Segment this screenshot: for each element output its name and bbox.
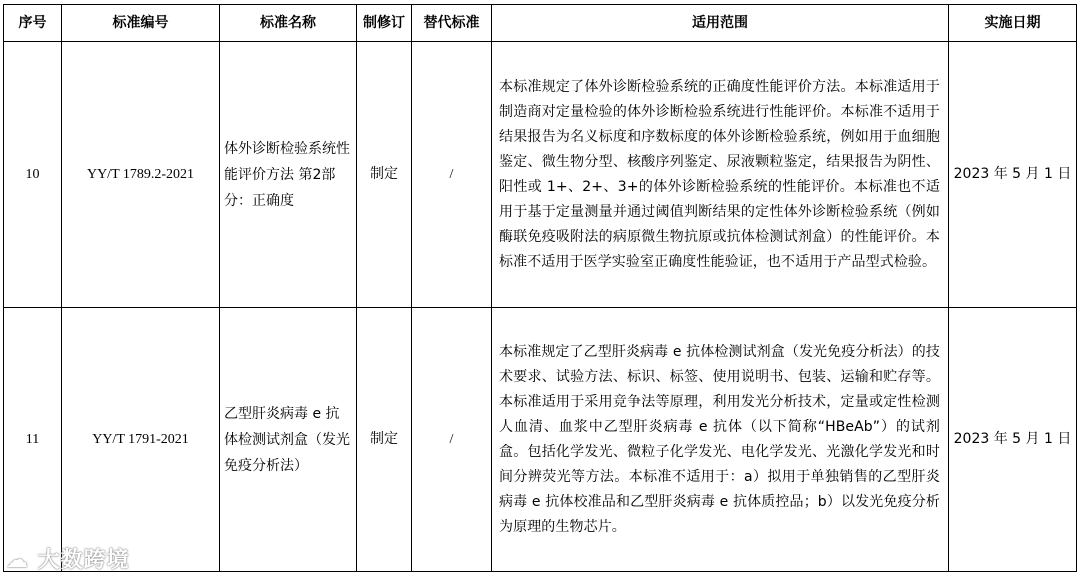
table-row: [4, 308, 1077, 572]
watermark-logo-icon: ☁: [6, 548, 29, 573]
row-replaces: /: [412, 42, 492, 308]
header-code: 标准编号: [62, 5, 220, 42]
row-date: 2023 年 5 月 1 日: [949, 42, 1077, 308]
row-code: YY/T 1791-2021: [62, 308, 220, 572]
standards-table: [3, 4, 1077, 572]
row-name: 体外诊断检验系统性能评价方法 第2部分：正确度: [220, 42, 357, 308]
row-date: 2023 年 5 月 1 日: [949, 308, 1077, 572]
row-scope: 本标准规定了乙型肝炎病毒 e 抗体检测试剂盒（发光免疫分析法）的技术要求、试验方法、标识、标签、使用说明书、包装、运输和贮存等。本标准适用于采用竞争法等原理，利用发光分析技术，定量或定性检测人血清、血浆中乙型肝炎病毒 e 抗体（以下简称“HBeAb”）的试剂盒。包括化学发光、微粒子化学发光、电化学发光、光激化学发光和时间分辨荧光等方法。本标准不适用于：a）拟用于单独销售的乙型肝炎病毒 e 抗体校准品和乙型肝炎病毒 e 抗体质控品；b）以发光免疫分析为原理的生物芯片。: [492, 308, 949, 572]
row-name: 乙型肝炎病毒 e 抗体检测试剂盒（发光免疫分析法）: [220, 308, 357, 572]
row-no: 11: [4, 308, 62, 572]
header-scope: 适用范围: [492, 5, 949, 42]
row-type: 制定: [357, 308, 412, 572]
row-no: 10: [4, 42, 62, 308]
header-replaces: 替代标准: [412, 5, 492, 42]
watermark: [6, 543, 130, 574]
row-replaces: /: [412, 308, 492, 572]
header-date: 实施日期: [949, 5, 1077, 42]
table-row: [4, 42, 1077, 308]
header-type: 制修订: [357, 5, 412, 42]
header-name: 标准名称: [220, 5, 357, 42]
row-scope: 本标准规定了体外诊断检验系统的正确度性能评价方法。本标准适用于制造商对定量检验的体外诊断检验系统进行性能评价。本标准不适用于结果报告为名义标度和序数标度的体外诊断检验系统，例如用于血细胞鉴定、微生物分型、核酸序列鉴定、尿液颗粒鉴定，结果报告为阴性、阳性或 1+、2+、3+的体外诊断检验系统的性能评价。本标准也不适用于基于定量测量并通过阈值判断结果的定性体外诊断检验系统（例如酶联免疫吸附法的病原微生物抗原或抗体检测试剂盒）的性能评价。本标准不适用于医学实验室正确度性能验证，也不适用于产品型式检验。: [492, 42, 949, 308]
header-no: 序号: [4, 5, 62, 42]
table-header-row: [4, 5, 1077, 42]
row-code: YY/T 1789.2-2021: [62, 42, 220, 308]
watermark-text: 大数跨境: [37, 548, 130, 573]
row-type: 制定: [357, 42, 412, 308]
